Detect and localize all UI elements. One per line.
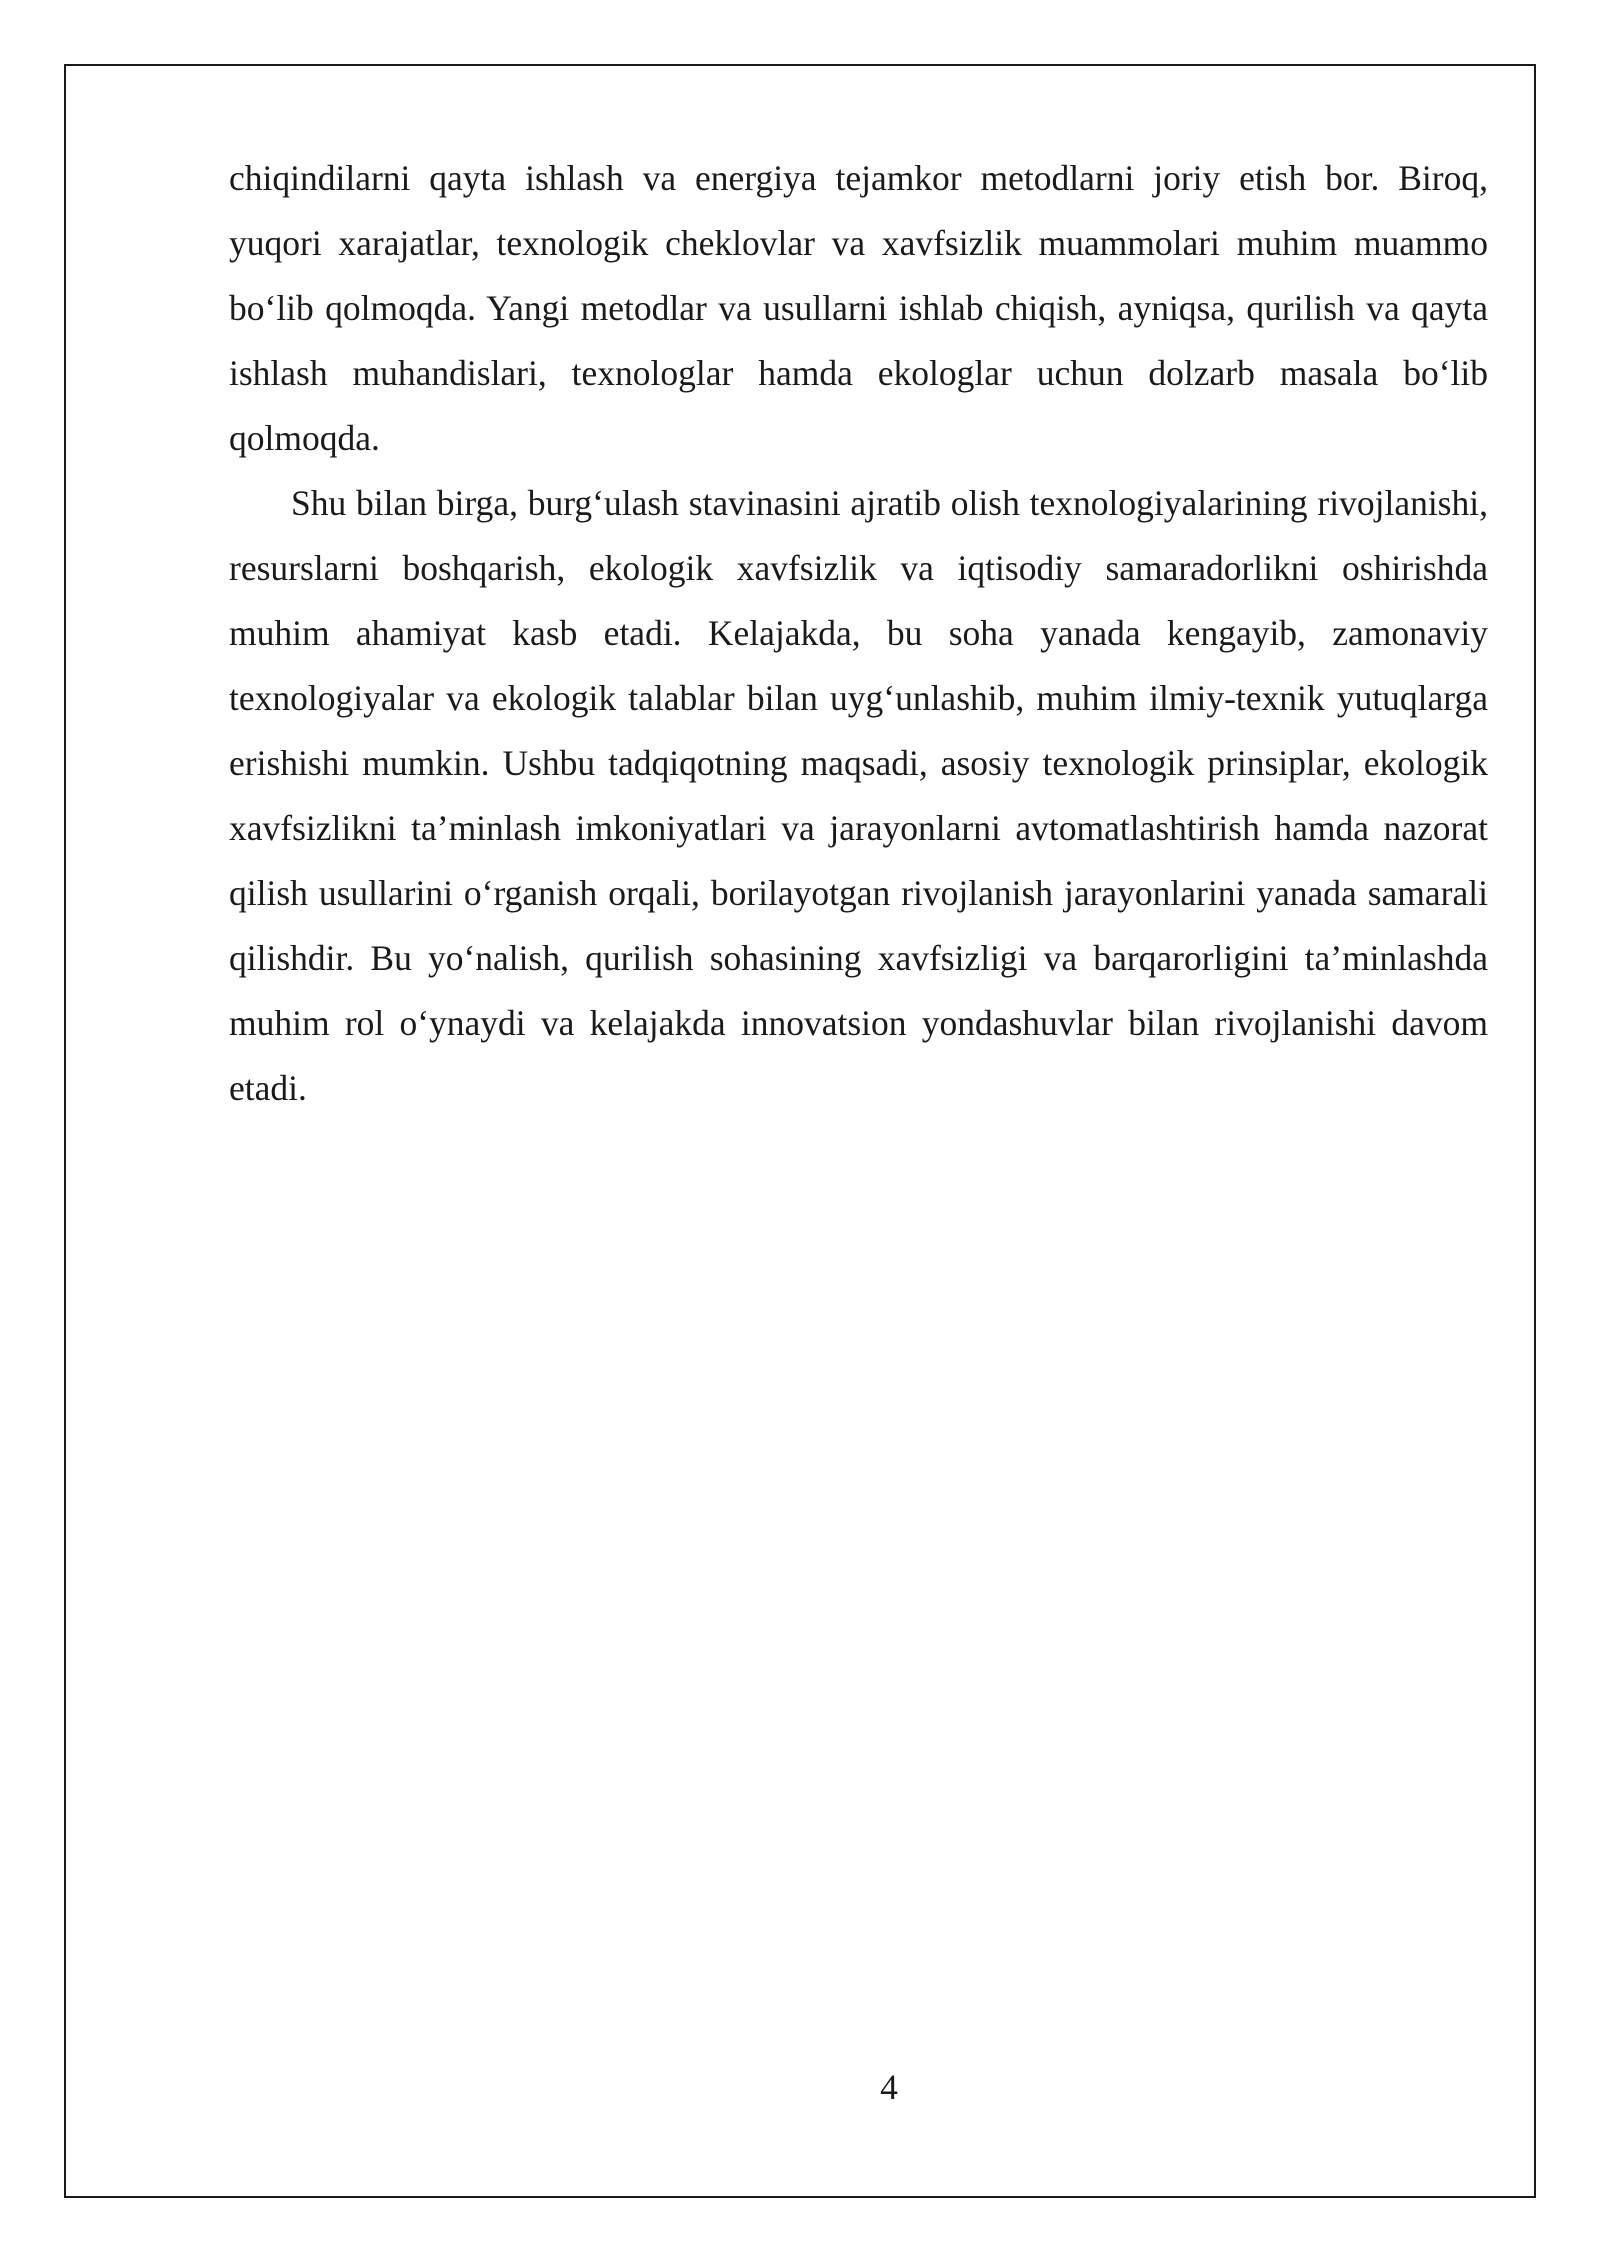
page-number: 4 xyxy=(880,2067,898,2107)
document-body xyxy=(229,146,1488,1121)
paragraph-1: chiqindilarni qayta ishlash va energiya tejamkor metodlarni joriy etish bor. Biroq, yuqori xarajatlar, texnologik cheklovlar va xavfsizlik muammolari muhim muammo bo‘lib qolmoqda. Yangi metodlar va usullarni ishlab chiqish, ayniqsa, qurilish va qayta ishlash muhandislari, texnologlar hamda ekologlar uchun dolzarb masala bo‘lib qolmoqda. xyxy=(229,158,1488,458)
paragraph-2: Shu bilan birga, burg‘ulash stavinasini ajratib olish texnologiyalarining rivojlanishi, resurslarni boshqarish, ekologik xavfsizlik va iqtisodiy samaradorlikni oshirishda muhim ahamiyat kasb etadi. Kelajakda, bu soha yanada kengayib, zamonaviy texnologiyalar va ekologik talablar bilan uyg‘unlashib, muhim ilmiy-texnik yutuqlarga erishishi mumkin. Ushbu tadqiqotning maqsadi, asosiy texnologik prinsiplar, ekologik xavfsizlikni ta’minlash imkoniyatlari va jarayonlarni avtomatlashtirish hamda nazorat qilish usullarini o‘rganish orqali, borilayotgan rivojlanish jarayonlarini yanada samarali qilishdir. Bu yo‘nalish, qurilish sohasining xavfsizligi va barqarorligini ta’minlashda muhim rol o‘ynaydi va kelajakda innovatsion yondashuvlar bilan rivojlanishi davom etadi. xyxy=(229,483,1488,1108)
